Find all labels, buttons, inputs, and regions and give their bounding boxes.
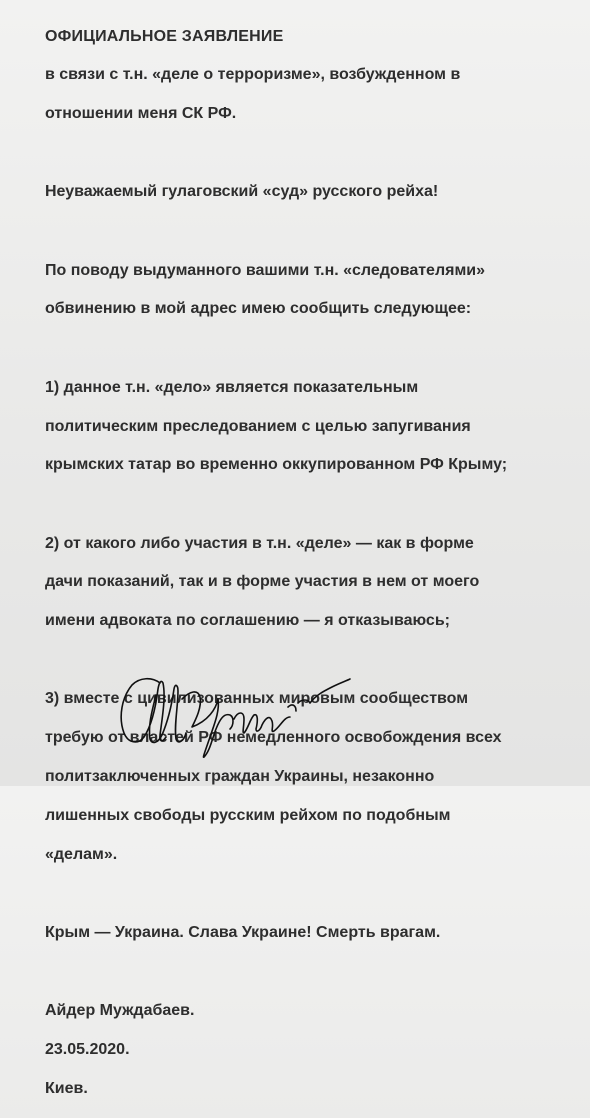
point-2-paragraph [45, 514, 570, 650]
point-1-line-2: политическим преследованием с целью запугивания [45, 417, 471, 435]
point-1-paragraph [45, 358, 570, 494]
intro-line-2: обвинению в мой адрес имею сообщить следующее: [45, 300, 472, 318]
point-2-line-3: имени адвоката по соглашению — я отказываюсь; [45, 612, 450, 630]
point-1-line-3: крымских татар во временно оккупированном РФ Крыму; [45, 456, 508, 474]
document-date: 23.05.2020. [45, 1040, 130, 1058]
signature-block [45, 982, 570, 1118]
signature-stroke-2 [149, 685, 186, 742]
document-city: Киев. [45, 1079, 88, 1097]
slogan-line: Крым — Украина. Слава Украине! Смерть врагам. [45, 923, 441, 941]
subtitle-line-1: в связи с т.н. «деле о терроризме», возбужденном в [45, 66, 461, 84]
slogan [45, 903, 570, 961]
point-3-line-1: 3) вместе с цивилизованных мировым сообществом [45, 690, 469, 708]
signature-stroke-4 [234, 713, 290, 733]
document-title: ОФИЦИАЛЬНОЕ ЗАЯВЛЕНИЕ [45, 28, 284, 45]
signature-stroke-5 [288, 679, 350, 711]
intro-paragraph [45, 241, 570, 338]
signature-stroke-1 [121, 679, 166, 742]
point-3-line-5: «делам». [45, 845, 118, 863]
point-3-line-2: требую от властей РФ немедленного освобождения всех [45, 729, 502, 747]
point-3-line-4: лишенных свободы русским рейхом по подобным [45, 806, 451, 824]
handwritten-signature [112, 655, 357, 760]
subtitle-line-2: отношении меня СК РФ. [45, 105, 237, 123]
point-2-line-1: 2) от какого либо участия в т.н. «деле» — как в форме [45, 534, 474, 552]
greeting-line: Неуважаемый гулаговский «суд» русского рейха! [45, 183, 439, 201]
signature-stroke-3 [182, 692, 233, 757]
point-3-line-3: политзаключенных граждан Украины, незаконно [45, 768, 435, 785]
author-name: Айдер Муждабаев. [45, 1002, 195, 1020]
point-2-line-2: дачи показаний, так и в форме участия в нем от моего [45, 573, 480, 591]
document-subtitle [45, 46, 570, 143]
intro-line-1: По поводу выдуманного вашими т.н. «следователями» [45, 261, 486, 279]
point-1-line-1: 1) данное т.н. «дело» является показательным [45, 378, 419, 396]
greeting [45, 163, 570, 221]
